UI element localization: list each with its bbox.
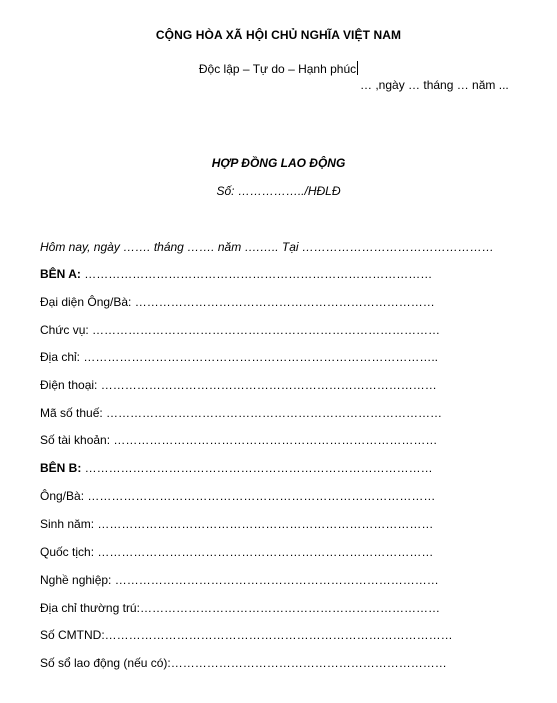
- party-a-dots: ……………………………………………………………………………: [80, 267, 433, 281]
- phone-field: Điện thoại: …………………………………………………………………………: [40, 378, 437, 392]
- nation-title: CỘNG HÒA XÃ HỘI CHỦ NGHĨA VIỆT NAM: [155, 28, 402, 42]
- mr-mrs-field: Ông/Bà: ……………………………………………………………………………: [40, 489, 436, 503]
- permanent-address-field: Địa chỉ thường trú:…………………………………………………………………: [40, 601, 440, 615]
- party-a-label: BÊN A:: [40, 267, 81, 281]
- today-field: Hôm nay, ngày ……. tháng ……. năm ….….. Tại …………………………………………: [40, 240, 494, 254]
- contract-title: HỢP ĐỒNG LAO ĐỘNG: [211, 156, 346, 170]
- address-field: Địa chỉ: ……………………………………………………………………………..: [40, 350, 439, 364]
- party-b-label: BÊN B:: [40, 461, 82, 475]
- position-field: Chức vụ: ……………………………………………………………………………: [40, 323, 441, 337]
- motto-text: Độc lập – Tự do – Hạnh phúc: [198, 62, 357, 76]
- party-a-field: [40, 266, 432, 282]
- account-number-field: Số tài khoản: ………………………………………………………………………: [40, 433, 438, 447]
- nationality-field: Quốc tịch: …………………………………………………………………………: [40, 545, 434, 559]
- occupation-field: Nghề nghiệp: ………………………………………………………………………: [40, 573, 439, 587]
- tax-code-field: Mã số thuế: …………………………………………………………………………: [40, 406, 443, 420]
- contract-number: Số: ……………../HĐLĐ: [216, 184, 341, 198]
- party-b-field: [40, 460, 433, 476]
- date-line: … ,ngày … tháng … năm ...: [360, 78, 509, 92]
- birth-year-field: Sinh năm: …………………………………………………………………………: [40, 517, 434, 531]
- labor-book-field: Số sổ lao động (nếu có):……………………………………………………………: [40, 656, 447, 670]
- id-number-field: Số CMTND:……………………………………………………………………………: [40, 628, 453, 642]
- motto-line: [0, 61, 557, 77]
- text-cursor: [357, 61, 358, 75]
- representative-field: Đại diện Ông/Bà: …………………………………………………………………: [40, 295, 435, 309]
- party-b-dots: ……………………………………………………………………………: [81, 461, 433, 475]
